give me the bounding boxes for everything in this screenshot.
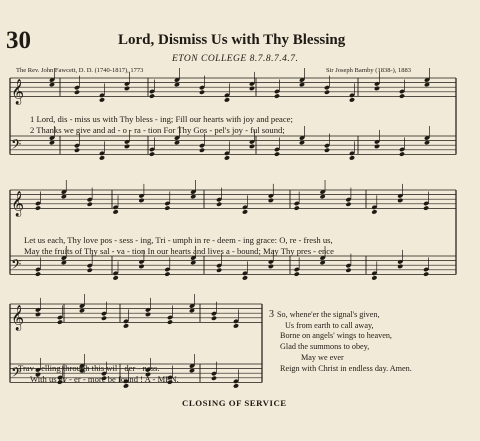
note-head <box>123 323 129 328</box>
note-head <box>268 264 274 269</box>
note-head <box>149 93 155 98</box>
note-head <box>249 144 255 149</box>
system3-verse2-lyric: With us ev - er - more be found ! A - MEN. <box>30 374 179 384</box>
note-head <box>113 209 119 214</box>
system3-verse1-lyric: Trav - elling through this wil - der - ness. <box>18 363 160 373</box>
note-head <box>374 86 380 91</box>
note-head <box>35 271 41 276</box>
stanza-number: 3 <box>269 309 274 320</box>
stanza-line-text: So, whene'er the signal's given, <box>277 310 380 319</box>
note-head <box>423 205 429 210</box>
note-head <box>274 151 280 156</box>
note-head <box>211 316 217 321</box>
note-head <box>124 144 130 149</box>
note-head <box>164 205 170 210</box>
note-head <box>138 198 144 203</box>
note-head <box>211 376 217 381</box>
note-head <box>397 198 403 203</box>
note-head <box>199 90 205 95</box>
note-head <box>57 319 63 324</box>
treble-clef: 𝄞 <box>11 305 25 331</box>
note-head <box>113 275 119 280</box>
note-head <box>324 90 330 95</box>
note-head <box>242 275 248 280</box>
bass-clef: 𝄢 <box>11 136 22 156</box>
note-head <box>74 148 80 153</box>
stanza-line: Reign with Christ in endless day. Amen. <box>280 363 412 373</box>
note-head <box>249 86 255 91</box>
system2-verse2-lyric: May the fruits of Thy sal - va - tion In our hearts and lives a - bound; May Thy pres - ence <box>24 246 334 256</box>
note-head <box>74 90 80 95</box>
note-head <box>87 268 93 273</box>
note-head <box>294 271 300 276</box>
stanza-3 <box>269 310 479 374</box>
note-head <box>164 271 170 276</box>
note-head <box>233 383 239 388</box>
note-head <box>124 86 130 91</box>
note-head <box>294 205 300 210</box>
treble-clef: 𝄞 <box>11 191 25 217</box>
note-head <box>274 93 280 98</box>
note-head <box>167 319 173 324</box>
note-head <box>224 155 230 160</box>
note-head <box>397 264 403 269</box>
stanza-line: Glad the summons to obey, <box>280 342 370 352</box>
note-head <box>101 316 107 321</box>
system1-verse2-lyric: 2 Thanks we give and ad - o - ra - tion For Thy Gos - pel's joy - ful sound; <box>30 125 285 135</box>
note-head <box>87 202 93 207</box>
note-head <box>374 144 380 149</box>
note-head <box>123 383 129 388</box>
note-head <box>324 148 330 153</box>
note-head <box>371 209 377 214</box>
hymn-title: Lord, Dismiss Us with Thy Blessing <box>118 32 346 48</box>
stanza-line <box>269 310 479 321</box>
stanza-line: May we ever <box>301 352 344 362</box>
note-head <box>268 198 274 203</box>
note-head <box>199 148 205 153</box>
stanza-line: Borne on angels' wings to heaven, <box>280 331 392 341</box>
author-credit: The Rev. John Fawcett, D. D. (1740-1817), 1773 <box>16 67 144 74</box>
note-head <box>145 312 151 317</box>
note-head <box>35 205 41 210</box>
note-head <box>224 97 230 102</box>
note-head <box>345 268 351 273</box>
note-head <box>371 275 377 280</box>
section-footer: CLOSING OF SERVICE <box>182 398 287 408</box>
note-head <box>345 202 351 207</box>
bass-clef: 𝄢 <box>11 256 22 276</box>
tune-name: ETON COLLEGE 8.7.8.7.4.7. <box>172 54 299 64</box>
note-head <box>349 97 355 102</box>
note-head <box>99 155 105 160</box>
hymn-number: 30 <box>6 27 31 54</box>
note-head <box>216 268 222 273</box>
treble-clef: 𝄞 <box>11 79 25 105</box>
composer-credit: Sir Joseph Barnby (1838-), 1883 <box>326 67 412 74</box>
note-head <box>149 151 155 156</box>
note-head <box>399 151 405 156</box>
note-head <box>216 202 222 207</box>
system2-verse1-lyric: Let us each, Thy love pos - sess - ing, Tri - umph in re - deem - ing grace: O, re - fresh us, <box>24 235 333 245</box>
system1-verse1-lyric: 1 Lord, dis - miss us with Thy bless - ing; Fill our hearts with joy and peace; <box>30 114 293 124</box>
note-head <box>349 155 355 160</box>
note-head <box>242 209 248 214</box>
note-head <box>99 97 105 102</box>
note-head <box>35 312 41 317</box>
stanza-line: Us from earth to call away, <box>285 320 374 330</box>
note-head <box>423 271 429 276</box>
note-head <box>233 323 239 328</box>
note-head <box>138 264 144 269</box>
note-head <box>399 93 405 98</box>
bass-clef: 𝄢 <box>11 364 22 384</box>
